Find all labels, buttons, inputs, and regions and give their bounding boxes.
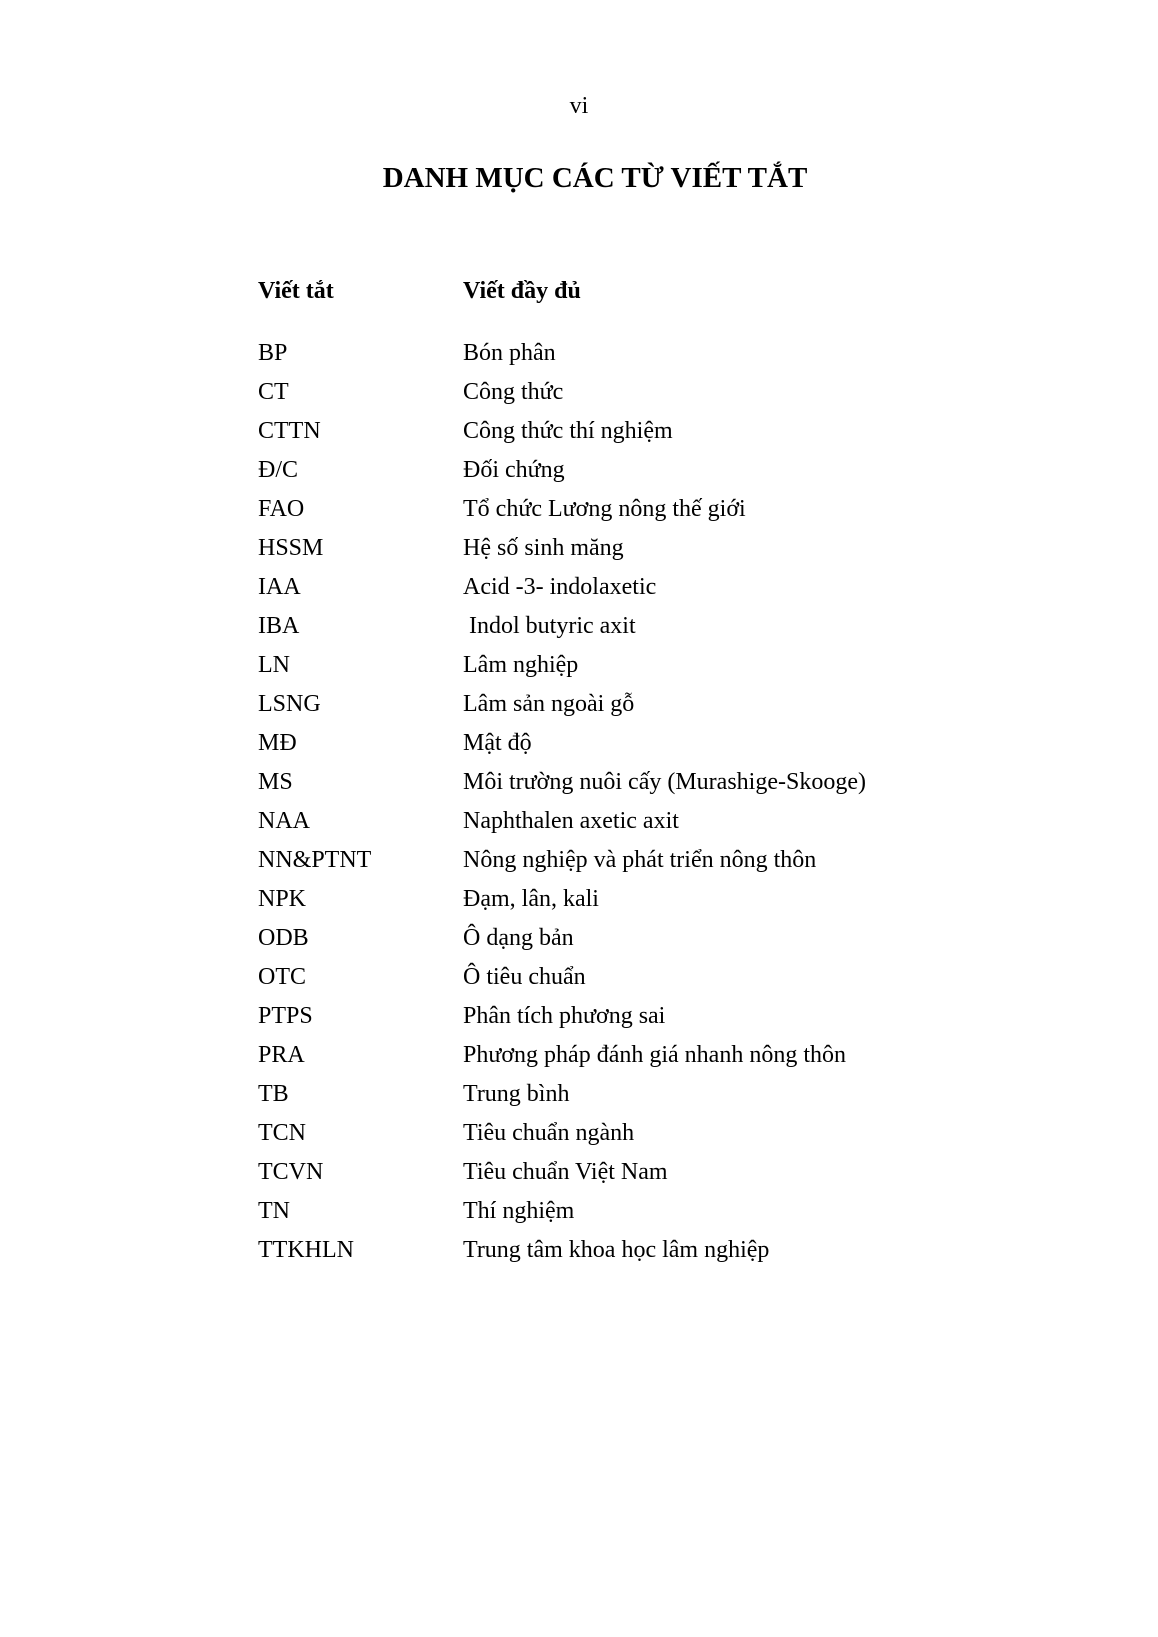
table-row — [258, 763, 958, 802]
header-full-form: Viết đầy đủ — [463, 278, 581, 304]
table-row — [258, 802, 958, 841]
table-row — [258, 490, 958, 529]
full-form-cell: Phương pháp đánh giá nhanh nông thôn — [463, 1042, 846, 1068]
full-form-cell: Acid -3- indolaxetic — [463, 574, 657, 600]
header-abbreviation: Viết tắt — [258, 278, 334, 304]
abbreviation-cell: LSNG — [258, 691, 321, 717]
abbreviation-cell: TTKHLN — [258, 1237, 354, 1263]
table-row — [258, 1192, 958, 1231]
table-row — [258, 724, 958, 763]
abbreviation-cell: LN — [258, 652, 290, 678]
full-form-cell: Công thức thí nghiệm — [463, 418, 673, 444]
abbreviation-cell: MS — [258, 769, 293, 795]
abbreviation-cell: NAA — [258, 808, 310, 834]
table-row — [258, 373, 958, 412]
full-form-cell: Môi trường nuôi cấy (Murashige-Skooge) — [463, 769, 866, 795]
full-form-cell: Đạm, lân, kali — [463, 886, 599, 912]
table-row — [258, 685, 958, 724]
full-form-cell: Nông nghiệp và phát triển nông thôn — [463, 847, 817, 873]
abbreviation-cell: CTTN — [258, 418, 321, 444]
full-form-cell: Công thức — [463, 379, 564, 405]
table-row — [258, 334, 958, 373]
table-row — [258, 1036, 958, 1075]
abbreviation-cell: PTPS — [258, 1003, 313, 1029]
full-form-cell: Phân tích phương sai — [463, 1003, 666, 1029]
table-row — [258, 1153, 958, 1192]
full-form-cell: Ô tiêu chuẩn — [463, 964, 586, 990]
abbreviation-cell: TCN — [258, 1120, 306, 1146]
table-row — [258, 1075, 958, 1114]
table-row — [258, 880, 958, 919]
full-form-cell: Đối chứng — [463, 457, 565, 483]
table-row — [258, 568, 958, 607]
full-form-cell: Tiêu chuẩn ngành — [463, 1120, 635, 1146]
table-row — [258, 1114, 958, 1153]
abbreviation-cell: HSSM — [258, 535, 324, 561]
full-form-cell: Trung bình — [463, 1081, 570, 1107]
page-title: DANH MỤC CÁC TỪ VIẾT TẮT — [382, 162, 808, 194]
abbreviation-cell: TN — [258, 1198, 290, 1224]
table-row — [258, 607, 958, 646]
full-form-cell: Lâm nghiệp — [463, 652, 579, 678]
full-form-cell: Trung tâm khoa học lâm nghiệp — [463, 1237, 770, 1263]
abbreviation-cell: MĐ — [258, 730, 297, 756]
abbreviation-table — [258, 272, 958, 1270]
full-form-cell: Tổ chức Lương nông thế giới — [463, 496, 746, 522]
full-form-cell: Lâm sản ngoài gỗ — [463, 691, 635, 717]
table-row — [258, 529, 958, 568]
abbreviation-cell: NN&PTNT — [258, 847, 372, 873]
full-form-cell: Ô dạng bản — [463, 925, 574, 951]
full-form-cell: Mật độ — [463, 730, 532, 756]
table-row — [258, 412, 958, 451]
abbreviation-cell: FAO — [258, 496, 305, 522]
abbreviation-cell: Đ/C — [258, 457, 299, 483]
full-form-cell: Indol butyric axit — [463, 613, 636, 639]
full-form-cell: Naphthalen axetic axit — [463, 808, 679, 834]
table-row — [258, 451, 958, 490]
table-row — [258, 997, 958, 1036]
table-body — [258, 334, 958, 1270]
full-form-cell: Hệ số sinh măng — [463, 535, 624, 561]
table-row — [258, 919, 958, 958]
page-number: vi — [569, 93, 589, 119]
abbreviation-cell: CT — [258, 379, 289, 405]
abbreviation-cell: NPK — [258, 886, 307, 912]
table-row — [258, 841, 958, 880]
abbreviation-cell: PRA — [258, 1042, 305, 1068]
abbreviation-cell: OTC — [258, 964, 306, 990]
table-row — [258, 646, 958, 685]
full-form-cell: Tiêu chuẩn Việt Nam — [463, 1159, 668, 1185]
full-form-cell: Bón phân — [463, 340, 556, 366]
full-form-cell: Thí nghiệm — [463, 1198, 575, 1224]
abbreviation-cell: IAA — [258, 574, 301, 600]
abbreviation-cell: ODB — [258, 925, 309, 951]
table-header-row — [258, 272, 958, 311]
abbreviation-cell: IBA — [258, 613, 300, 639]
abbreviation-cell: TCVN — [258, 1159, 324, 1185]
table-row — [258, 1231, 958, 1270]
abbreviation-cell: TB — [258, 1081, 289, 1107]
abbreviation-cell: BP — [258, 340, 288, 366]
table-row — [258, 958, 958, 997]
